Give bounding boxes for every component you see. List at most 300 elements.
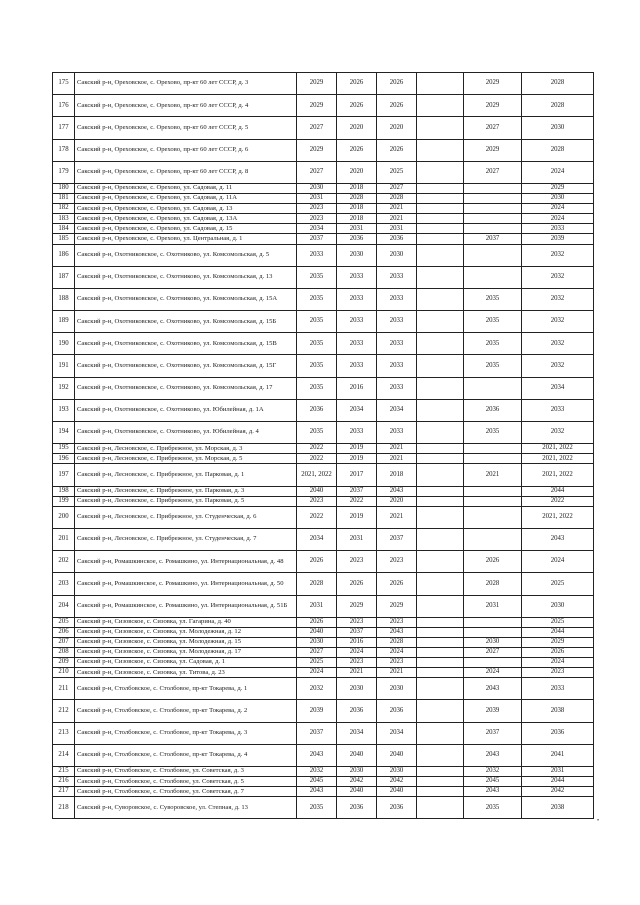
year-cell-4 xyxy=(417,637,464,647)
year-cell-1: 2035 xyxy=(297,288,337,310)
address-cell: Сакский р-н, Охотниковское, с. Охотниково, ул. Юбилейная, д. 1А xyxy=(75,399,297,421)
year-cell-5: 2043 xyxy=(464,787,522,797)
year-cell-3: 2024 xyxy=(377,647,417,657)
table-row xyxy=(53,224,594,234)
year-cell-3: 2042 xyxy=(377,777,417,787)
year-cell-2: 2017 xyxy=(337,464,377,486)
year-cell-6: 2028 xyxy=(522,73,594,95)
row-number: 195 xyxy=(53,444,75,454)
year-cell-6: 2024 xyxy=(522,658,594,668)
row-number: 203 xyxy=(53,573,75,595)
year-cell-5: 2039 xyxy=(464,700,522,722)
year-cell-6: 2033 xyxy=(522,224,594,234)
address-cell: Сакский р-н, Ромашкинское, с. Ромашкино, ул. Интернациональная, д. 48 xyxy=(75,551,297,573)
year-cell-5: 2028 xyxy=(464,573,522,595)
year-cell-3: 2020 xyxy=(377,496,417,506)
year-cell-5: 2043 xyxy=(464,678,522,700)
year-cell-1: 2040 xyxy=(297,486,337,496)
table-row xyxy=(53,454,594,464)
year-cell-4 xyxy=(417,595,464,617)
year-cell-6: 2028 xyxy=(522,139,594,161)
year-cell-5 xyxy=(464,506,522,528)
row-number: 191 xyxy=(53,355,75,377)
year-cell-3: 2023 xyxy=(377,617,417,627)
year-cell-2: 2033 xyxy=(337,333,377,355)
address-cell: Сакский р-н, Охотниковское, с. Охотниково, ул. Комсомольская, д. 17 xyxy=(75,377,297,399)
year-cell-2: 2033 xyxy=(337,288,377,310)
year-cell-4 xyxy=(417,214,464,224)
table-row xyxy=(53,183,594,193)
year-cell-1: 2035 xyxy=(297,311,337,333)
year-cell-3: 2026 xyxy=(377,73,417,95)
year-cell-2: 2037 xyxy=(337,486,377,496)
year-cell-1: 2026 xyxy=(297,617,337,627)
year-cell-6: 2032 xyxy=(522,244,594,266)
year-cell-5 xyxy=(464,627,522,637)
table-row xyxy=(53,722,594,744)
year-cell-3: 2034 xyxy=(377,399,417,421)
address-cell: Сакский р-н, Лесновское, с. Прибрежное, ул. Студенческая, д. 6 xyxy=(75,506,297,528)
year-cell-4 xyxy=(417,658,464,668)
year-cell-3: 2021 xyxy=(377,454,417,464)
year-cell-2: 2023 xyxy=(337,617,377,627)
year-cell-2: 2020 xyxy=(337,161,377,183)
row-number: 188 xyxy=(53,288,75,310)
year-cell-6: 2044 xyxy=(522,627,594,637)
year-cell-1: 2043 xyxy=(297,744,337,766)
address-cell: Сакский р-н, Лесновское, с. Прибрежное, ул. Парковая, д. 5 xyxy=(75,496,297,506)
table-row xyxy=(53,244,594,266)
table-row xyxy=(53,95,594,117)
year-cell-5 xyxy=(464,214,522,224)
year-cell-3: 2021 xyxy=(377,214,417,224)
year-cell-5: 2026 xyxy=(464,551,522,573)
year-cell-4 xyxy=(417,117,464,139)
table-row xyxy=(53,266,594,288)
row-number: 206 xyxy=(53,627,75,637)
address-cell: Сакский р-н, Охотниковское, с. Охотниково, ул. Комсомольская, д. 15В xyxy=(75,333,297,355)
address-cell: Сакский р-н, Охотниковское, с. Охотниково, ул. Юбилейная, д. 4 xyxy=(75,422,297,444)
row-number: 212 xyxy=(53,700,75,722)
address-cell: Сакский р-н, Сизовское, с. Сизовка, ул. Молодежная, д. 12 xyxy=(75,627,297,637)
year-cell-4 xyxy=(417,244,464,266)
address-cell: Сакский р-н, Охотниковское, с. Охотниково, ул. Комсомольская, д. 15Г xyxy=(75,355,297,377)
table-row xyxy=(53,194,594,204)
row-number: 193 xyxy=(53,399,75,421)
year-cell-2: 2042 xyxy=(337,777,377,787)
year-cell-1: 2045 xyxy=(297,777,337,787)
row-number: 218 xyxy=(53,797,75,819)
address-cell: Сакский р-н, Лесновское, с. Прибрежное, ул. Студенческая, д. 7 xyxy=(75,528,297,550)
year-cell-4 xyxy=(417,777,464,787)
year-cell-1: 2023 xyxy=(297,214,337,224)
table-row xyxy=(53,73,594,95)
year-cell-3: 2033 xyxy=(377,422,417,444)
year-cell-5: 2029 xyxy=(464,73,522,95)
table-row xyxy=(53,496,594,506)
year-cell-2: 2018 xyxy=(337,183,377,193)
year-cell-6: 2032 xyxy=(522,311,594,333)
year-cell-4 xyxy=(417,454,464,464)
year-cell-2: 2016 xyxy=(337,637,377,647)
year-cell-3: 2023 xyxy=(377,551,417,573)
row-number: 184 xyxy=(53,224,75,234)
year-cell-2: 2033 xyxy=(337,266,377,288)
year-cell-4 xyxy=(417,73,464,95)
address-cell: Сакский р-н, Ромашкинское, с. Ромашкино, ул. Интернациональная, д. 51Б xyxy=(75,595,297,617)
year-cell-2: 2034 xyxy=(337,722,377,744)
year-cell-6: 2032 xyxy=(522,422,594,444)
year-cell-2: 2026 xyxy=(337,95,377,117)
row-number: 200 xyxy=(53,506,75,528)
year-cell-2: 2036 xyxy=(337,700,377,722)
year-cell-1: 2021, 2022 xyxy=(297,464,337,486)
year-cell-4 xyxy=(417,797,464,819)
row-number: 176 xyxy=(53,95,75,117)
year-cell-4 xyxy=(417,204,464,214)
row-number: 214 xyxy=(53,744,75,766)
year-cell-6: 2024 xyxy=(522,161,594,183)
year-cell-4 xyxy=(417,464,464,486)
year-cell-1: 2036 xyxy=(297,399,337,421)
year-cell-5: 2035 xyxy=(464,355,522,377)
year-cell-2: 2018 xyxy=(337,204,377,214)
table-row xyxy=(53,444,594,454)
year-cell-3: 2026 xyxy=(377,573,417,595)
year-cell-3: 2023 xyxy=(377,658,417,668)
year-cell-5 xyxy=(464,486,522,496)
row-number: 202 xyxy=(53,551,75,573)
year-cell-4 xyxy=(417,422,464,444)
address-cell: Сакский р-н, Ореховское, с. Орехово, пр-кт 60 лет СССР, д. 5 xyxy=(75,117,297,139)
year-cell-6: 2021, 2022 xyxy=(522,444,594,454)
year-cell-6: 2029 xyxy=(522,637,594,647)
year-cell-1: 2035 xyxy=(297,266,337,288)
year-cell-1: 2035 xyxy=(297,377,337,399)
year-cell-4 xyxy=(417,355,464,377)
year-cell-3: 2021 xyxy=(377,668,417,678)
year-cell-5: 2027 xyxy=(464,117,522,139)
year-cell-1: 2024 xyxy=(297,668,337,678)
year-cell-5 xyxy=(464,183,522,193)
table-row xyxy=(53,617,594,627)
row-number: 189 xyxy=(53,311,75,333)
year-cell-3: 2021 xyxy=(377,444,417,454)
row-number: 180 xyxy=(53,183,75,193)
year-cell-4 xyxy=(417,551,464,573)
year-cell-6: 2026 xyxy=(522,647,594,657)
year-cell-6: 2044 xyxy=(522,777,594,787)
year-cell-1: 2023 xyxy=(297,496,337,506)
year-cell-6: 2032 xyxy=(522,288,594,310)
year-cell-3: 2026 xyxy=(377,139,417,161)
address-cell: Сакский р-н, Столбовское, с. Столбовое, пр-кт Токарева, д. 1 xyxy=(75,678,297,700)
table-row xyxy=(53,288,594,310)
row-number: 209 xyxy=(53,658,75,668)
year-cell-6: 2036 xyxy=(522,722,594,744)
address-cell: Сакский р-н, Охотниковское, с. Охотниково, ул. Комсомольская, д. 15Б xyxy=(75,311,297,333)
year-cell-4 xyxy=(417,224,464,234)
table-row xyxy=(53,117,594,139)
year-cell-6: 2033 xyxy=(522,399,594,421)
year-cell-4 xyxy=(417,377,464,399)
year-cell-6: 2038 xyxy=(522,797,594,819)
year-cell-3: 2043 xyxy=(377,627,417,637)
row-number: 196 xyxy=(53,454,75,464)
year-cell-3: 2028 xyxy=(377,194,417,204)
year-cell-3: 2030 xyxy=(377,244,417,266)
year-cell-4 xyxy=(417,486,464,496)
year-cell-5 xyxy=(464,658,522,668)
year-cell-2: 2037 xyxy=(337,627,377,637)
row-number: 190 xyxy=(53,333,75,355)
year-cell-6: 2024 xyxy=(522,204,594,214)
table-row xyxy=(53,595,594,617)
table-row xyxy=(53,506,594,528)
table-row xyxy=(53,777,594,787)
year-cell-4 xyxy=(417,700,464,722)
row-number: 177 xyxy=(53,117,75,139)
year-cell-5: 2043 xyxy=(464,744,522,766)
year-cell-2: 2031 xyxy=(337,224,377,234)
year-cell-3: 2037 xyxy=(377,528,417,550)
year-cell-2: 2020 xyxy=(337,117,377,139)
table-row xyxy=(53,767,594,777)
year-cell-5: 2035 xyxy=(464,333,522,355)
year-cell-4 xyxy=(417,194,464,204)
row-number: 207 xyxy=(53,637,75,647)
year-cell-3: 2033 xyxy=(377,311,417,333)
year-cell-5: 2037 xyxy=(464,722,522,744)
year-cell-4 xyxy=(417,767,464,777)
year-cell-5 xyxy=(464,617,522,627)
year-cell-4 xyxy=(417,787,464,797)
year-cell-1: 2034 xyxy=(297,224,337,234)
table-row xyxy=(53,627,594,637)
year-cell-6: 2042 xyxy=(522,787,594,797)
year-cell-4 xyxy=(417,139,464,161)
year-cell-3: 2043 xyxy=(377,486,417,496)
year-cell-5: 2035 xyxy=(464,797,522,819)
year-cell-3: 2026 xyxy=(377,95,417,117)
year-cell-2: 2033 xyxy=(337,355,377,377)
year-cell-1: 2034 xyxy=(297,528,337,550)
address-cell: Сакский р-н, Сизовское, с. Сизовка, ул. Титова, д. 23 xyxy=(75,668,297,678)
year-cell-5: 2035 xyxy=(464,288,522,310)
year-cell-2: 2019 xyxy=(337,444,377,454)
table-row xyxy=(53,573,594,595)
row-number: 181 xyxy=(53,194,75,204)
year-cell-2: 2021 xyxy=(337,668,377,678)
year-cell-6: 2039 xyxy=(522,234,594,244)
year-cell-5: 2031 xyxy=(464,595,522,617)
year-cell-6: 2030 xyxy=(522,194,594,204)
address-cell: Сакский р-н, Ореховское, с. Орехово, ул. Садовая, д. 11 xyxy=(75,183,297,193)
year-cell-4 xyxy=(417,333,464,355)
year-cell-1: 2039 xyxy=(297,700,337,722)
address-cell: Сакский р-н, Сизовское, с. Сизовка, ул. Молодежная, д. 15 xyxy=(75,637,297,647)
address-cell: Сакский р-н, Сизовское, с. Сизовка, ул. Садовая, д. 1 xyxy=(75,658,297,668)
year-cell-3: 2030 xyxy=(377,767,417,777)
table-row xyxy=(53,234,594,244)
year-cell-2: 2028 xyxy=(337,194,377,204)
year-cell-2: 2023 xyxy=(337,551,377,573)
year-cell-1: 2022 xyxy=(297,444,337,454)
row-number: 178 xyxy=(53,139,75,161)
year-cell-5 xyxy=(464,266,522,288)
year-cell-6: 2025 xyxy=(522,573,594,595)
year-cell-4 xyxy=(417,722,464,744)
year-cell-2: 2036 xyxy=(337,797,377,819)
table-row xyxy=(53,377,594,399)
year-cell-1: 2027 xyxy=(297,161,337,183)
year-cell-4 xyxy=(417,234,464,244)
year-cell-5 xyxy=(464,444,522,454)
year-cell-3: 2034 xyxy=(377,722,417,744)
year-cell-1: 2022 xyxy=(297,454,337,464)
year-cell-4 xyxy=(417,266,464,288)
year-cell-4 xyxy=(417,288,464,310)
year-cell-2: 2036 xyxy=(337,234,377,244)
year-cell-4 xyxy=(417,183,464,193)
year-cell-1: 2037 xyxy=(297,234,337,244)
address-cell: Сакский р-н, Сизовское, с. Сизовка, ул. Молодежная, д. 17 xyxy=(75,647,297,657)
table-row xyxy=(53,787,594,797)
year-cell-4 xyxy=(417,95,464,117)
year-cell-2: 2018 xyxy=(337,214,377,224)
year-cell-2: 2026 xyxy=(337,73,377,95)
year-cell-1: 2035 xyxy=(297,797,337,819)
year-cell-1: 2035 xyxy=(297,355,337,377)
year-cell-4 xyxy=(417,573,464,595)
year-cell-6: 2034 xyxy=(522,377,594,399)
year-cell-2: 2030 xyxy=(337,244,377,266)
year-cell-6: 2044 xyxy=(522,486,594,496)
year-cell-2: 2029 xyxy=(337,595,377,617)
year-cell-4 xyxy=(417,444,464,454)
year-cell-3: 2033 xyxy=(377,266,417,288)
year-cell-2: 2033 xyxy=(337,422,377,444)
address-cell: Сакский р-н, Ореховское, с. Орехово, пр-кт 60 лет СССР, д. 3 xyxy=(75,73,297,95)
year-cell-6: 2038 xyxy=(522,700,594,722)
year-cell-2: 2030 xyxy=(337,678,377,700)
year-cell-5 xyxy=(464,454,522,464)
schedule-table xyxy=(52,72,594,819)
year-cell-6: 2024 xyxy=(522,214,594,224)
year-cell-2: 2033 xyxy=(337,311,377,333)
year-cell-5: 2027 xyxy=(464,647,522,657)
year-cell-5: 2036 xyxy=(464,399,522,421)
table-row xyxy=(53,528,594,550)
row-number: 205 xyxy=(53,617,75,627)
year-cell-3: 2036 xyxy=(377,797,417,819)
year-cell-5 xyxy=(464,377,522,399)
row-number: 194 xyxy=(53,422,75,444)
row-number: 217 xyxy=(53,787,75,797)
year-cell-2: 2022 xyxy=(337,496,377,506)
year-cell-5: 2035 xyxy=(464,422,522,444)
address-cell: Сакский р-н, Ореховское, с. Орехово, ул. Садовая, д. 13 xyxy=(75,204,297,214)
year-cell-5: 2035 xyxy=(464,311,522,333)
year-cell-1: 2033 xyxy=(297,244,337,266)
year-cell-3: 2036 xyxy=(377,234,417,244)
row-number: 185 xyxy=(53,234,75,244)
address-cell: Сакский р-н, Лесновское, с. Прибрежное, ул. Морская, д. 3 xyxy=(75,444,297,454)
year-cell-1: 2022 xyxy=(297,506,337,528)
year-cell-1: 2032 xyxy=(297,678,337,700)
table-row xyxy=(53,551,594,573)
year-cell-3: 2031 xyxy=(377,224,417,234)
pen-mark: • xyxy=(597,818,600,824)
year-cell-6: 2041 xyxy=(522,744,594,766)
address-cell: Сакский р-н, Ореховское, с. Орехово, пр-кт 60 лет СССР, д. 4 xyxy=(75,95,297,117)
row-number: 182 xyxy=(53,204,75,214)
year-cell-1: 2029 xyxy=(297,73,337,95)
table-row xyxy=(53,422,594,444)
year-cell-6: 2021, 2022 xyxy=(522,464,594,486)
year-cell-5: 2027 xyxy=(464,161,522,183)
year-cell-5 xyxy=(464,496,522,506)
address-cell: Сакский р-н, Столбовское, с. Столбовое, ул. Советская, д. 5 xyxy=(75,777,297,787)
row-number: 210 xyxy=(53,668,75,678)
year-cell-6: 2033 xyxy=(522,678,594,700)
year-cell-3: 2036 xyxy=(377,700,417,722)
year-cell-1: 2031 xyxy=(297,595,337,617)
year-cell-3: 2018 xyxy=(377,464,417,486)
year-cell-3: 2028 xyxy=(377,637,417,647)
address-cell: Сакский р-н, Лесновское, с. Прибрежное, ул. Парковая, д. 1 xyxy=(75,464,297,486)
row-number: 216 xyxy=(53,777,75,787)
year-cell-6: 2032 xyxy=(522,266,594,288)
year-cell-5: 2032 xyxy=(464,767,522,777)
year-cell-6: 2032 xyxy=(522,355,594,377)
row-number: 211 xyxy=(53,678,75,700)
address-cell: Сакский р-н, Столбовское, с. Столбовое, ул. Советская, д. 3 xyxy=(75,767,297,777)
year-cell-5 xyxy=(464,204,522,214)
row-number: 199 xyxy=(53,496,75,506)
table-row xyxy=(53,486,594,496)
table-row xyxy=(53,678,594,700)
row-number: 187 xyxy=(53,266,75,288)
year-cell-1: 2037 xyxy=(297,722,337,744)
year-cell-5: 2029 xyxy=(464,95,522,117)
year-cell-4 xyxy=(417,617,464,627)
year-cell-1: 2030 xyxy=(297,637,337,647)
year-cell-6: 2029 xyxy=(522,183,594,193)
address-cell: Сакский р-н, Столбовское, с. Столбовое, ул. Советская, д. 7 xyxy=(75,787,297,797)
address-cell: Сакский р-н, Ореховское, с. Орехово, ул. Садовая, д. 15 xyxy=(75,224,297,234)
row-number: 208 xyxy=(53,647,75,657)
year-cell-5: 2030 xyxy=(464,637,522,647)
year-cell-3: 2025 xyxy=(377,161,417,183)
address-cell: Сакский р-н, Ореховское, с. Орехово, пр-кт 60 лет СССР, д. 8 xyxy=(75,161,297,183)
row-number: 186 xyxy=(53,244,75,266)
year-cell-5: 2029 xyxy=(464,139,522,161)
year-cell-1: 2035 xyxy=(297,333,337,355)
table-row xyxy=(53,464,594,486)
row-number: 204 xyxy=(53,595,75,617)
year-cell-6: 2030 xyxy=(522,595,594,617)
year-cell-1: 2028 xyxy=(297,573,337,595)
year-cell-6: 2021, 2022 xyxy=(522,454,594,464)
year-cell-5 xyxy=(464,194,522,204)
year-cell-3: 2033 xyxy=(377,355,417,377)
table-row xyxy=(53,658,594,668)
year-cell-4 xyxy=(417,528,464,550)
year-cell-1: 2026 xyxy=(297,551,337,573)
year-cell-4 xyxy=(417,678,464,700)
table-row xyxy=(53,668,594,678)
